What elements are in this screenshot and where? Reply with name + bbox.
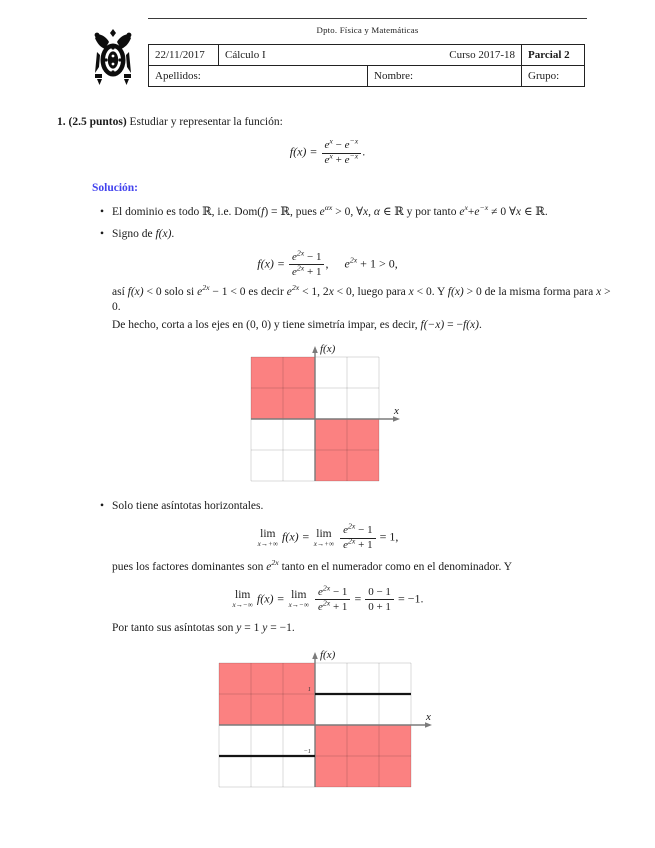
bullet-domain: • El dominio es todo ℝ, i.e. Dom(f) = ℝ, pues $e^{\alpha x} > 0$, ∀x, α ∈ ℝ y por tanto $e^x+e^{-x} \ne 0$ ∀x ∈ ℝ. <box>112 205 614 220</box>
header-table <box>148 44 585 87</box>
svg-text:1: 1 <box>307 685 311 693</box>
asymptote-figure <box>215 647 441 796</box>
problem-statement <box>57 115 655 130</box>
problem-number-points: 1. (2.5 puntos) <box>57 116 127 128</box>
limit-plus-formula: lim x→+∞ f(x) = lim x→+∞ $\frac{e^{2x} - 1}{e^{2x} + 1}$ = 1, <box>257 521 399 552</box>
university-crest-logo <box>89 28 137 87</box>
svg-text:f(x): f(x) <box>319 343 335 356</box>
page-header <box>0 0 655 104</box>
sign-figure-wrap <box>0 341 655 490</box>
department-name: Dpto. Física y Matemáticas <box>316 25 419 35</box>
term: Curso 2017-18 <box>449 48 515 61</box>
group-field: Grupo: <box>522 66 585 87</box>
bullet-asymptotes: • Solo tiene asíntotas horizontales. <box>112 499 614 514</box>
exam-date: 22/11/2017 <box>149 45 219 66</box>
asymptote-conclusion: Por tanto sus asíntotas son y = 1 y = −1. <box>112 622 295 635</box>
asymptote-figure-wrap <box>0 647 655 796</box>
solution-label: Solución: <box>92 182 139 195</box>
asymptote-detail: pues los factores dominantes son $e^{2x}$ tanto en el numerador como en el denominador. Y <box>112 558 513 574</box>
svg-text:−1: −1 <box>302 747 311 755</box>
name-field: Nombre: <box>368 66 522 87</box>
course-name: Cálculo I <box>225 48 266 61</box>
bullet-sign: • Signo de f(x). <box>112 227 614 242</box>
solution-body <box>0 205 655 796</box>
svg-text:x: x <box>393 405 399 418</box>
sign-formula: f(x) = $\frac{e^{2x} - 1}{e^{2x} + 1}$ , $e^{2x} + 1 > 0$, <box>257 247 398 278</box>
problem-text: Estudiar y representar la función: <box>126 116 283 128</box>
svg-text:x: x <box>425 710 431 723</box>
sign-detail-1: así f(x) < 0 solo si $e^{2x} - 1 < 0$ es decir $e^{2x} < 1$, 2x < 0, luego para x < 0. Y f(x) > 0 de la misma forma para x > 0. <box>112 282 611 313</box>
surname-field: Apellidos: <box>149 66 368 87</box>
header-rule <box>148 18 587 19</box>
sign-detail-2: De hecho, corta a los ejes en (0, 0) y tiene simetría impar, es decir, f(−x) = −f(x). <box>112 318 482 331</box>
exam-name: Parcial 2 <box>522 45 585 66</box>
definition-formula: f(x) = $\frac{e^x - e^{-x}}{e^x + e^{-x}}$ . <box>289 136 366 167</box>
course-term-cell <box>219 45 522 66</box>
svg-text:f(x): f(x) <box>319 648 335 661</box>
sign-figure <box>247 341 409 490</box>
limit-minus-formula: lim x→−∞ f(x) = lim x→−∞ $\frac{e^{2x} - 1}{e^{2x} + 1}$ = $\frac{0 - 1}{0 + 1}$ = −1. <box>232 582 424 613</box>
